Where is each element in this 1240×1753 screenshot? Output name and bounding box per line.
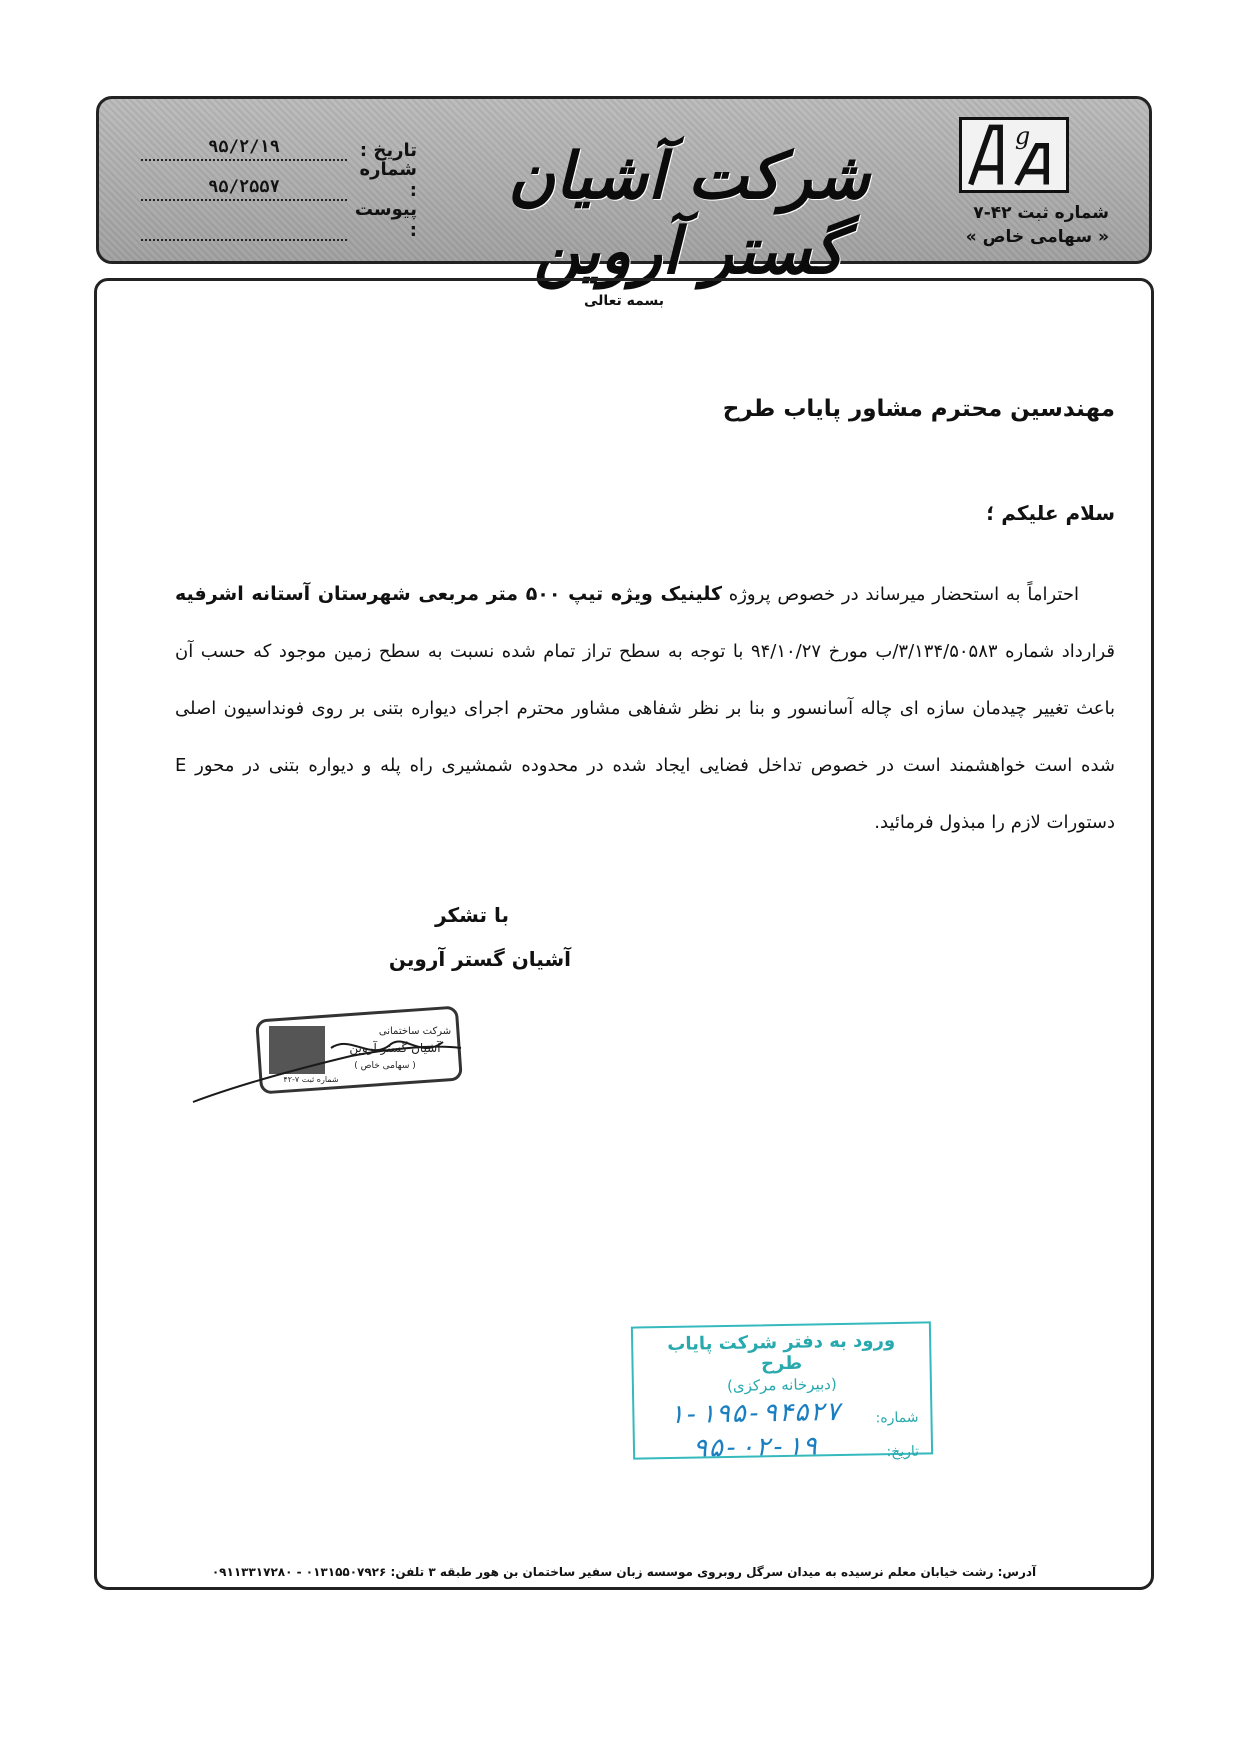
attachment-value (141, 237, 347, 241)
stamp-line-3: ( سهامی خاص ) (354, 1061, 416, 1071)
logo-mark-icon (962, 120, 1066, 190)
paragraph-body: قرارداد شماره ۳/۱۳۴/۵۰۵۸۳/ب مورخ ۹۴/۱۰/۲۷ با توجه به سطح تراز تمام شده نسبت به سطح زمین موجود که حسب آن باعث تغییر چیدمان سازه ای چاله آسانسور و بنا بر نظر شفاهی مشاور محترم اجرای دیواره بتنی بر روی فونداسیون اصلی شده است خواهشمند است در خصوص تداخل فضایی ایجاد شده در محدوده شمشیری راه پله و دیواره بتنی در محور E دستورات لازم را مبذول فرمائید. (175, 641, 1115, 833)
receipt-number-label: شماره: (875, 1409, 919, 1427)
date-value: ۹۵/۲/۱۹ (141, 137, 347, 161)
addressee: مهندسین محترم مشاور پایاب طرح (722, 396, 1115, 422)
stamp-line-2: آشیان گستر آروین (349, 1041, 441, 1055)
paragraph-intro: احتراماً به استحضار میرساند در خصوص پروژه (728, 584, 1079, 605)
company-name: شرکت آشیان گستر آروین (508, 139, 870, 289)
company-logo (959, 117, 1069, 193)
date-row (127, 121, 417, 161)
letterhead (96, 96, 1152, 289)
signature-name: آشیان گستر آروین (388, 947, 571, 971)
footer-address: آدرس: رشت خیابان معلم نرسیده به میدان سرگل روبروی موسسه زبان سفیر ساختمان بن هور طبقه ۳ تلفن: ۰۱۳۱۵۵۰۷۹۲۶ - ۰۹۱۱۳۳۱۷۲۸۰ (211, 1565, 1037, 1579)
receipt-date-value: ۹۵-۰۲-۱۹ (692, 1431, 818, 1464)
date-label: تاریخ : (359, 140, 417, 161)
company-type: « سهامی خاص » (965, 227, 1109, 247)
registration-number: شماره ثبت ۴۲-۷ (973, 203, 1109, 223)
number-row (127, 161, 417, 201)
receipt-subtitle: (دبیرخانه مرکزی) (726, 1375, 837, 1395)
receipt-date-row (647, 1430, 919, 1465)
company-stamp (181, 1004, 501, 1124)
bismillah: بسمه تعالی (583, 293, 665, 309)
greeting: سلام علیکم ؛ (986, 501, 1115, 525)
letter-body-frame (94, 278, 1154, 1590)
svg-text:g: g (1014, 121, 1031, 150)
number-label: شماره : (359, 159, 417, 201)
stamp-line-1: شرکت ساختمانی (378, 1026, 452, 1037)
receipt-date-label: تاریخ: (886, 1443, 920, 1461)
number-value: ۹۵/۲۵۵۷ (141, 177, 347, 201)
attachment-label: پیوست : (354, 199, 417, 241)
project-name: کلینیک ویژه تیپ ۵۰۰ متر مربعی شهرستان آستانه اشرفیه (175, 583, 723, 605)
letter-paragraph (175, 566, 1115, 851)
letter-content (175, 566, 1115, 851)
closing: با تشکر (435, 903, 509, 927)
receipt-number-value: ۱-۱۹۵-۹۴۵۲۷ (668, 1396, 841, 1430)
receipt-stamp (631, 1321, 933, 1464)
receipt-title: ورود به دفتر شرکت پایاب طرح (667, 1330, 896, 1375)
receipt-number-row (646, 1396, 918, 1431)
attachment-row (127, 201, 417, 241)
letter-meta (127, 121, 417, 241)
stamp-line-4: شماره ثبت ۷-۴۲ (283, 1075, 339, 1084)
stamp-signature-icon (181, 1004, 501, 1124)
